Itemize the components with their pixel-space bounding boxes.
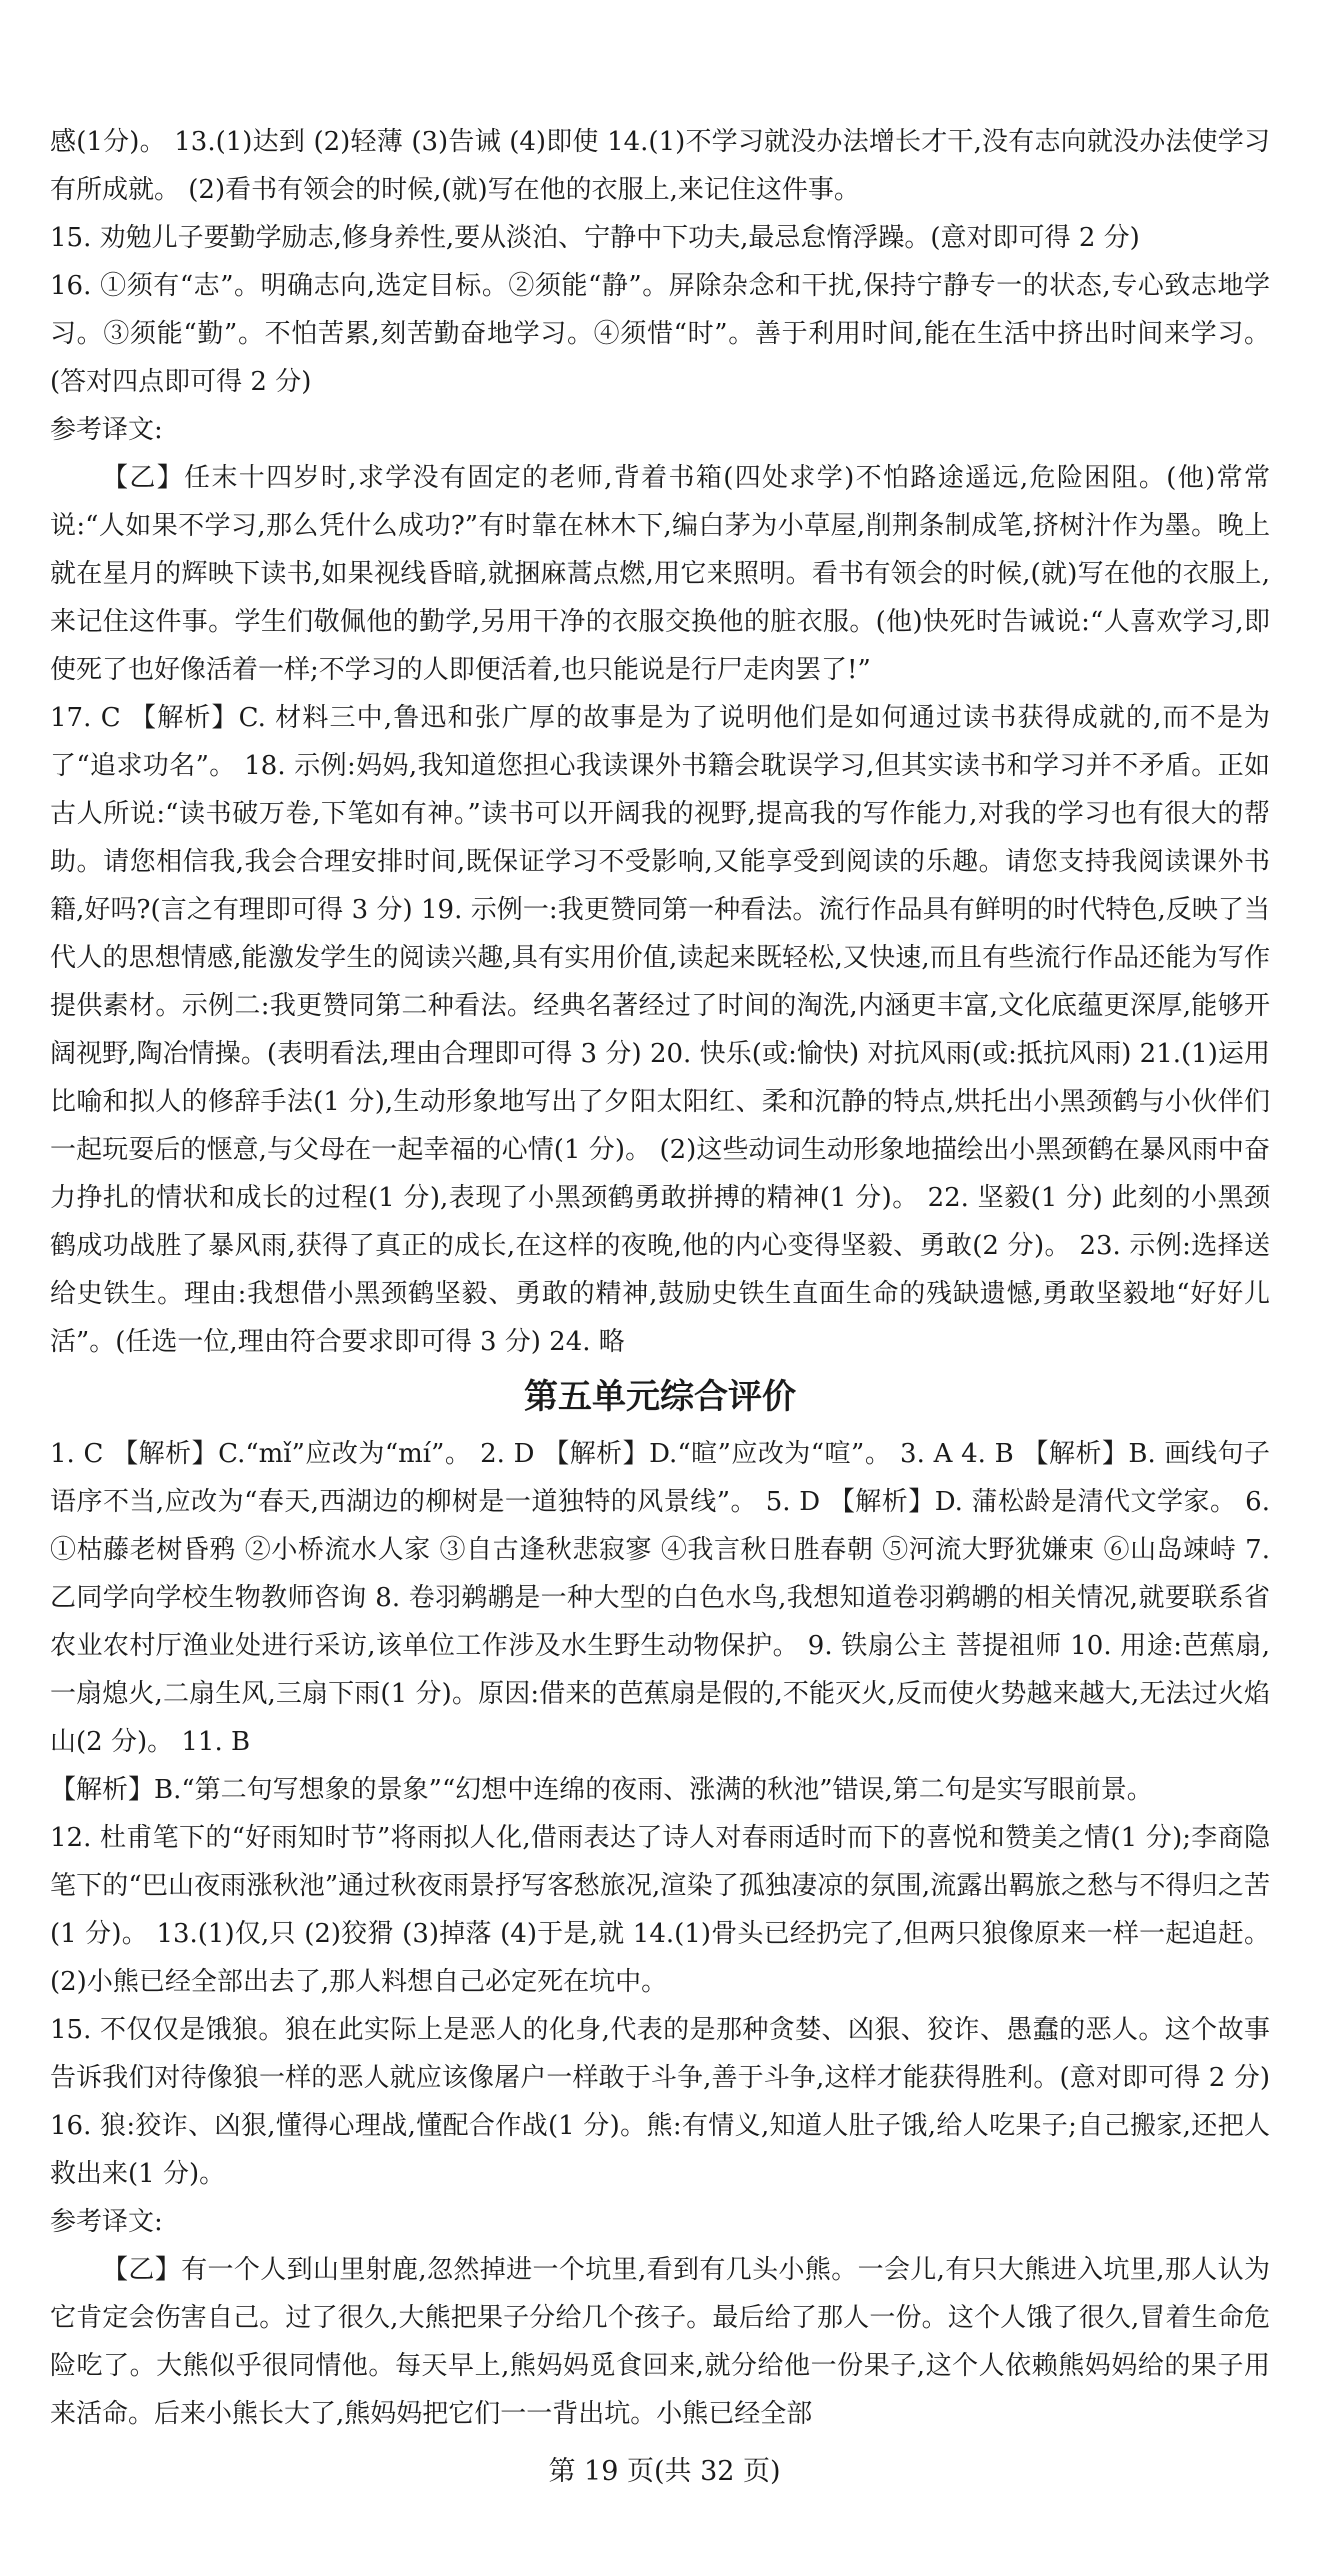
answer-paragraph: 1. C 【解析】C.“mǐ”应改为“mí”。 2. D 【解析】D.“暄”应改为“喧”。 3. A 4. B 【解析】B. 画线句子语序不当,应改为“春天,西湖边的柳树是一道独特的风景线”。 5. D 【解析】D. 蒲松龄是清代文学家。 6. ①枯藤老树昏鸦 ②小桥流水人家 ③自古逢秋悲寂寥 ④我言秋日胜春朝 ⑤河流大野犹嫌束 ⑥山岛竦峙 7. 乙同学向学校生物教师咨询 8. 卷羽鹈鹕是一种大型的白色水鸟,我想知道卷羽鹈鹕的相关情况,就要联系省农业农村厅渔业处进行采访,该单位工作涉及水生野生动物保护。 9. 铁扇公主 菩提祖师 10. 用途:芭蕉扇,一扇熄火,二扇生风,三扇下雨(1 分)。原因:借来的芭蕉扇是假的,不能灭火,反而使火势越来越大,无法过火焰山(2 分)。 11. B [50,1439,1270,1757]
answer-paragraph: 【解析】B.“第二句写想象的景象”“幻想中连绵的夜雨、涨满的秋池”错误,第二句是实写眼前景。 [50,1775,1153,1805]
answer-paragraph: 16. ①须有“志”。明确志向,选定目标。②须能“静”。屏除杂念和干扰,保持宁静专一的状态,专心致志地学习。③须能“勤”。不怕苦累,刻苦勤奋地学习。④须惜“时”。善于利用时间,能在生活中挤出时间来学习。(答对四点即可得 2 分) [50,271,1270,397]
answer-paragraph: 【乙】有一个人到山里射鹿,忽然掉进一个坑里,看到有几头小熊。一会儿,有只大熊进入坑里,那人认为它肯定会伤害自己。过了很久,大熊把果子分给几个孩子。最后给了那人一份。这个人饿了很久,冒着生命危险吃了。大熊似乎很同情他。每天早上,熊妈妈觅食回来,就分给他一份果子,这个人依赖熊妈妈给的果子用来活命。后来小熊长大了,熊妈妈把它们一一背出坑。小熊已经全部 [50,2255,1270,2429]
page-footer: 第 19 页(共 32 页) [548,2456,781,2487]
answer-page [50,118,1270,2508]
answer-paragraph: 感(1分)。 13.(1)达到 (2)轻薄 (3)告诫 (4)即使 14.(1)不学习就没办法增长才干,没有志向就没办法使学习有所成就。 (2)看书有领会的时候,(就)写在他的衣服上,来记住这件事。 [50,127,1270,205]
answer-paragraph: 15. 不仅仅是饿狼。狼在此实际上是恶人的化身,代表的是那种贪婪、凶狠、狡诈、愚蠢的恶人。这个故事告诉我们对待像狼一样的恶人就应该像屠户一样敢于斗争,善于斗争,这样才能获得胜利。(意对即可得 2 分) 16. 狼:狡诈、凶狠,懂得心理战,懂配合作战(1 分)。熊:有情义,知道人肚子饿,给人吃果子;自己搬家,还把人救出来(1 分)。 [50,2015,1270,2189]
answer-paragraph: 【乙】任末十四岁时,求学没有固定的老师,背着书箱(四处求学)不怕路途遥远,危险困阻。(他)常常说:“人如果不学习,那么凭什么成功?”有时靠在林木下,编白茅为小草屋,削荆条制成笔,挤树汁作为墨。晚上就在星月的辉映下读书,如果视线昏暗,就捆麻蒿点燃,用它来照明。看书有领会的时候,(就)写在他的衣服上,来记住这件事。学生们敬佩他的勤学,另用干净的衣服交换他的脏衣服。(他)快死时告诫说:“人喜欢学习,即使死了也好像活着一样;不学习的人即便活着,也只能说是行尸走肉罢了!” [50,463,1270,685]
answer-paragraph: 12. 杜甫笔下的“好雨知时节”将雨拟人化,借雨表达了诗人对春雨适时而下的喜悦和赞美之情(1 分);李商隐笔下的“巴山夜雨涨秋池”通过秋夜雨景抒写客愁旅况,渲染了孤独凄凉的氛围,流露出羁旅之愁与不得归之苦(1 分)。 13.(1)仅,只 (2)狡猾 (3)掉落 (4)于是,就 14.(1)骨头已经扔完了,但两只狼像原来一样一起追赶。 (2)小熊已经全部出去了,那人料想自己必定死在坑中。 [50,1823,1270,1997]
answer-paragraph: 参考译文: [50,415,163,445]
section-title: 第五单元综合评价 [524,1377,796,1417]
answer-paragraph: 参考译文: [50,2207,163,2237]
answer-paragraph: 15. 劝勉儿子要勤学励志,修身养性,要从淡泊、宁静中下功夫,最忌怠惰浮躁。(意对即可得 2 分) [50,223,1140,253]
answer-block-unit-five [50,1430,1270,2438]
answer-paragraph: 17. C 【解析】C. 材料三中,鲁迅和张广厚的故事是为了说明他们是如何通过读书获得成就的,而不是为了“追求功名”。 18. 示例:妈妈,我知道您担心我读课外书籍会耽误学习,但其实读书和学习并不矛盾。正如古人所说:“读书破万卷,下笔如有神。”读书可以开阔我的视野,提高我的写作能力,对我的学习也有很大的帮助。请您相信我,我会合理安排时间,既保证学习不受影响,又能享受到阅读的乐趣。请您支持我阅读课外书籍,好吗?(言之有理即可得 3 分) 19. 示例一:我更赞同第一种看法。流行作品具有鲜明的时代特色,反映了当代人的思想情感,能激发学生的阅读兴趣,具有实用价值,读起来既轻松,又快速,而且有些流行作品还能为写作提供素材。示例二:我更赞同第二种看法。经典名著经过了时间的淘洗,内涵更丰富,文化底蕴更深厚,能够开阔视野,陶冶情操。(表明看法,理由合理即可得 3 分) 20. 快乐(或:愉快) 对抗风雨(或:抵抗风雨) 21.(1)运用比喻和拟人的修辞手法(1 分),生动形象地写出了夕阳太阳红、柔和沉静的特点,烘托出小黑颈鹤与小伙伴们一起玩耍后的惬意,与父母在一起幸福的心情(1 分)。 (2)这些动词生动形象地描绘出小黑颈鹤在暴风雨中奋力挣扎的情状和成长的过程(1 分),表现了小黑颈鹤勇敢拼搏的精神(1 分)。 22. 坚毅(1 分) 此刻的小黑颈鹤成功战胜了暴风雨,获得了真正的成长,在这样的夜晚,他的内心变得坚毅、勇敢(2 分)。 23. 示例:选择送给史铁生。理由:我想借小黑颈鹤坚毅、勇敢的精神,鼓励史铁生直面生命的残缺遗憾,勇敢坚毅地“好好儿活”。(任选一位,理由符合要求即可得 3 分) 24. 略 [50,703,1270,1357]
answer-block-unit-four [50,118,1270,1366]
